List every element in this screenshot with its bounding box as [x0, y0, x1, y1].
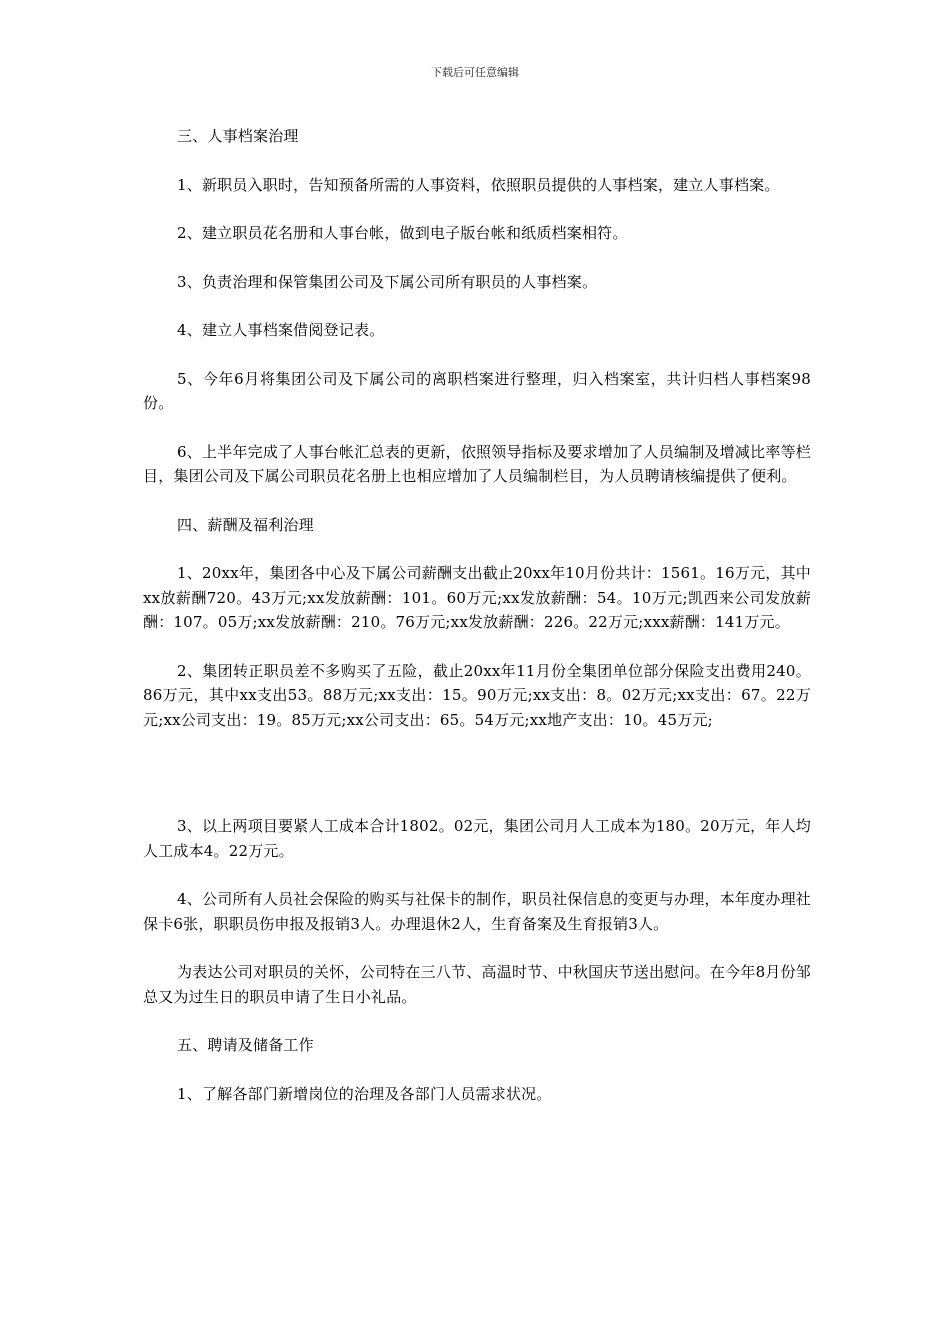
blank-gap: [143, 756, 811, 814]
paragraph: 为表达公司对职员的关怀，公司特在三八节、高温时节、中秋国庆节送出慰问。在今年8月份邹总又为过生日的职员申请了生日小礼品。: [143, 963, 811, 1006]
paragraph: 1、了解各部门新增岗位的治理及各部门人员需求状况。: [177, 1084, 552, 1103]
document-body: [143, 124, 811, 1130]
paragraph: 6、上半年完成了人事台帐汇总表的更新，依照领导指标及要求增加了人员编制及增减比率等栏目，集团公司及下属公司职员花名册上也相应增加了人员编制栏目，为人员聘请核编提供了便利。: [143, 442, 811, 485]
paragraph: 1、20xx年，集团各中心及下属公司薪酬支出截止20xx年10月份共计：1561。16万元，其中xx放薪酬720。43万元;xx发放薪酬：101。60万元;xx发放薪酬：54。10万元;凯西来公司发放薪酬：107。05万;xx发放薪酬：210。76万元;xx发放薪酬：226。22万元;xxx薪酬：141万元。: [143, 564, 811, 631]
section-heading-compensation: 四、薪酬及福利治理: [177, 515, 314, 534]
paragraph: 3、以上两项目要紧人工成本合计1802。02元，集团公司月人工成本为180。20万元，年人均人工成本4。22万元。: [143, 817, 811, 860]
paragraph: 2、集团转正职员差不多购买了五险，截止20xx年11月份全集团单位部分保险支出费用240。86万元，其中xx支出53。88万元;xx支出：15。90万元;xx支出：8。02万元;xx支出：67。22万元;xx公司支出：19。85万元;xx公司支出：65。54万元;xx地产支出：10。45万元;: [143, 661, 811, 729]
paragraph: 1、新职员入职时，告知预备所需的人事资料，依照职员提供的人事档案，建立人事档案。: [177, 175, 780, 194]
paragraph: 5、今年6月将集团公司及下属公司的离职档案进行整理，归入档案室，共计归档人事档案98份。: [143, 369, 811, 412]
section-heading-personnel-files: 三、人事档案治理: [177, 127, 299, 145]
paragraph: 2、建立职员花名册和人事台帐，做到电子版台帐和纸质档案相符。: [177, 224, 628, 242]
paragraph: 3、负责治理和保管集团公司及下属公司所有职员的人事档案。: [177, 272, 598, 291]
section-heading-recruitment: 五、聘请及储备工作: [177, 1036, 314, 1054]
paragraph: 4、公司所有人员社会保险的购买与社保卡的制作，职员社保信息的变更与办理，本年度办理社保卡6张，职职员伤申报及报销3人。办理退休2人，生育备案及生育报销3人。: [143, 890, 811, 933]
paragraph: 4、建立人事档案借阅登记表。: [177, 321, 385, 339]
page-header: 下载后可任意编辑: [431, 66, 519, 79]
